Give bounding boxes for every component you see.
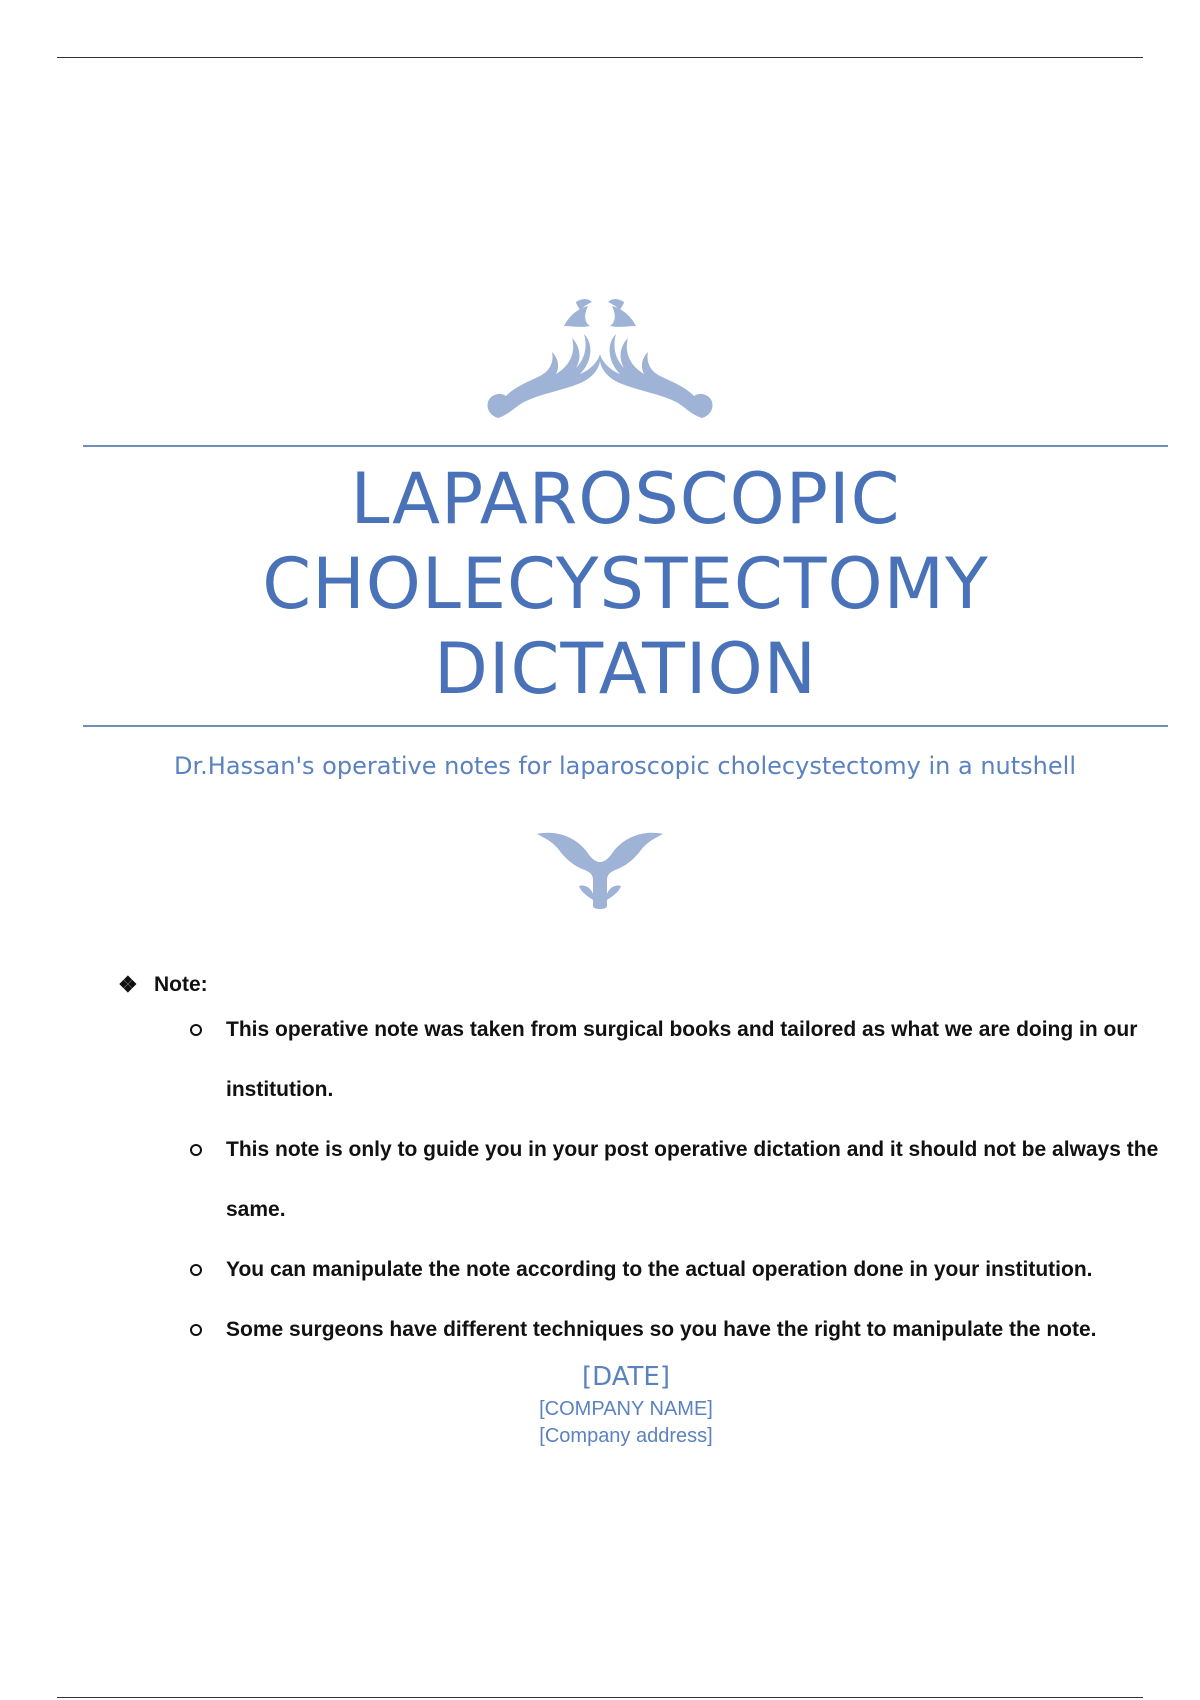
company-name-placeholder: [COMPANY NAME] — [539, 1398, 713, 1420]
document-subtitle: Dr.Hassan's operative notes for laparoscopic cholecystectomy in a nutshell — [174, 752, 1076, 780]
circle-bullet-icon — [190, 1000, 204, 1060]
circle-bullet-icon — [190, 1300, 204, 1360]
note-item-text: This note is only to guide you in your post operative dictation and it should not be always the same. — [226, 1138, 1159, 1221]
note-item-text: You can manipulate the note according to the actual operation done in your institution. — [226, 1258, 1093, 1281]
cover-footer — [0, 1358, 1200, 1450]
note-list — [118, 1000, 1178, 1360]
title-line-1: LAPAROSCOPIC — [350, 458, 901, 540]
note-item — [190, 1000, 1178, 1120]
date-placeholder: [DATE] — [582, 1362, 670, 1392]
note-item — [190, 1300, 1178, 1360]
document-title — [83, 457, 1168, 712]
company-address-placeholder: [Company address] — [539, 1425, 713, 1447]
title-top-rule — [83, 445, 1168, 447]
title-line-3: DICTATION — [433, 628, 818, 710]
note-heading-label: Note: — [154, 973, 208, 996]
page-header-rule — [57, 57, 1143, 58]
title-line-2: CHOLECYSTECTOMY — [262, 543, 989, 625]
note-item — [190, 1240, 1178, 1300]
note-item-text: This operative note was taken from surgical books and tailored as what we are doing in our institution. — [226, 1018, 1138, 1101]
diamond-bullet-icon: ❖ — [118, 972, 138, 997]
fleuron-ornament-icon — [0, 826, 1200, 911]
title-bottom-rule — [83, 725, 1168, 727]
circle-bullet-icon — [190, 1120, 204, 1180]
note-section — [118, 970, 1178, 1360]
page-footer-rule — [57, 1697, 1143, 1698]
floral-scroll-ornament-icon — [0, 296, 1200, 426]
note-item — [190, 1120, 1178, 1240]
note-item-text: Some surgeons have different techniques so you have the right to manipulate the note. — [226, 1318, 1097, 1341]
note-heading — [118, 970, 1178, 1000]
circle-bullet-icon — [190, 1240, 204, 1300]
